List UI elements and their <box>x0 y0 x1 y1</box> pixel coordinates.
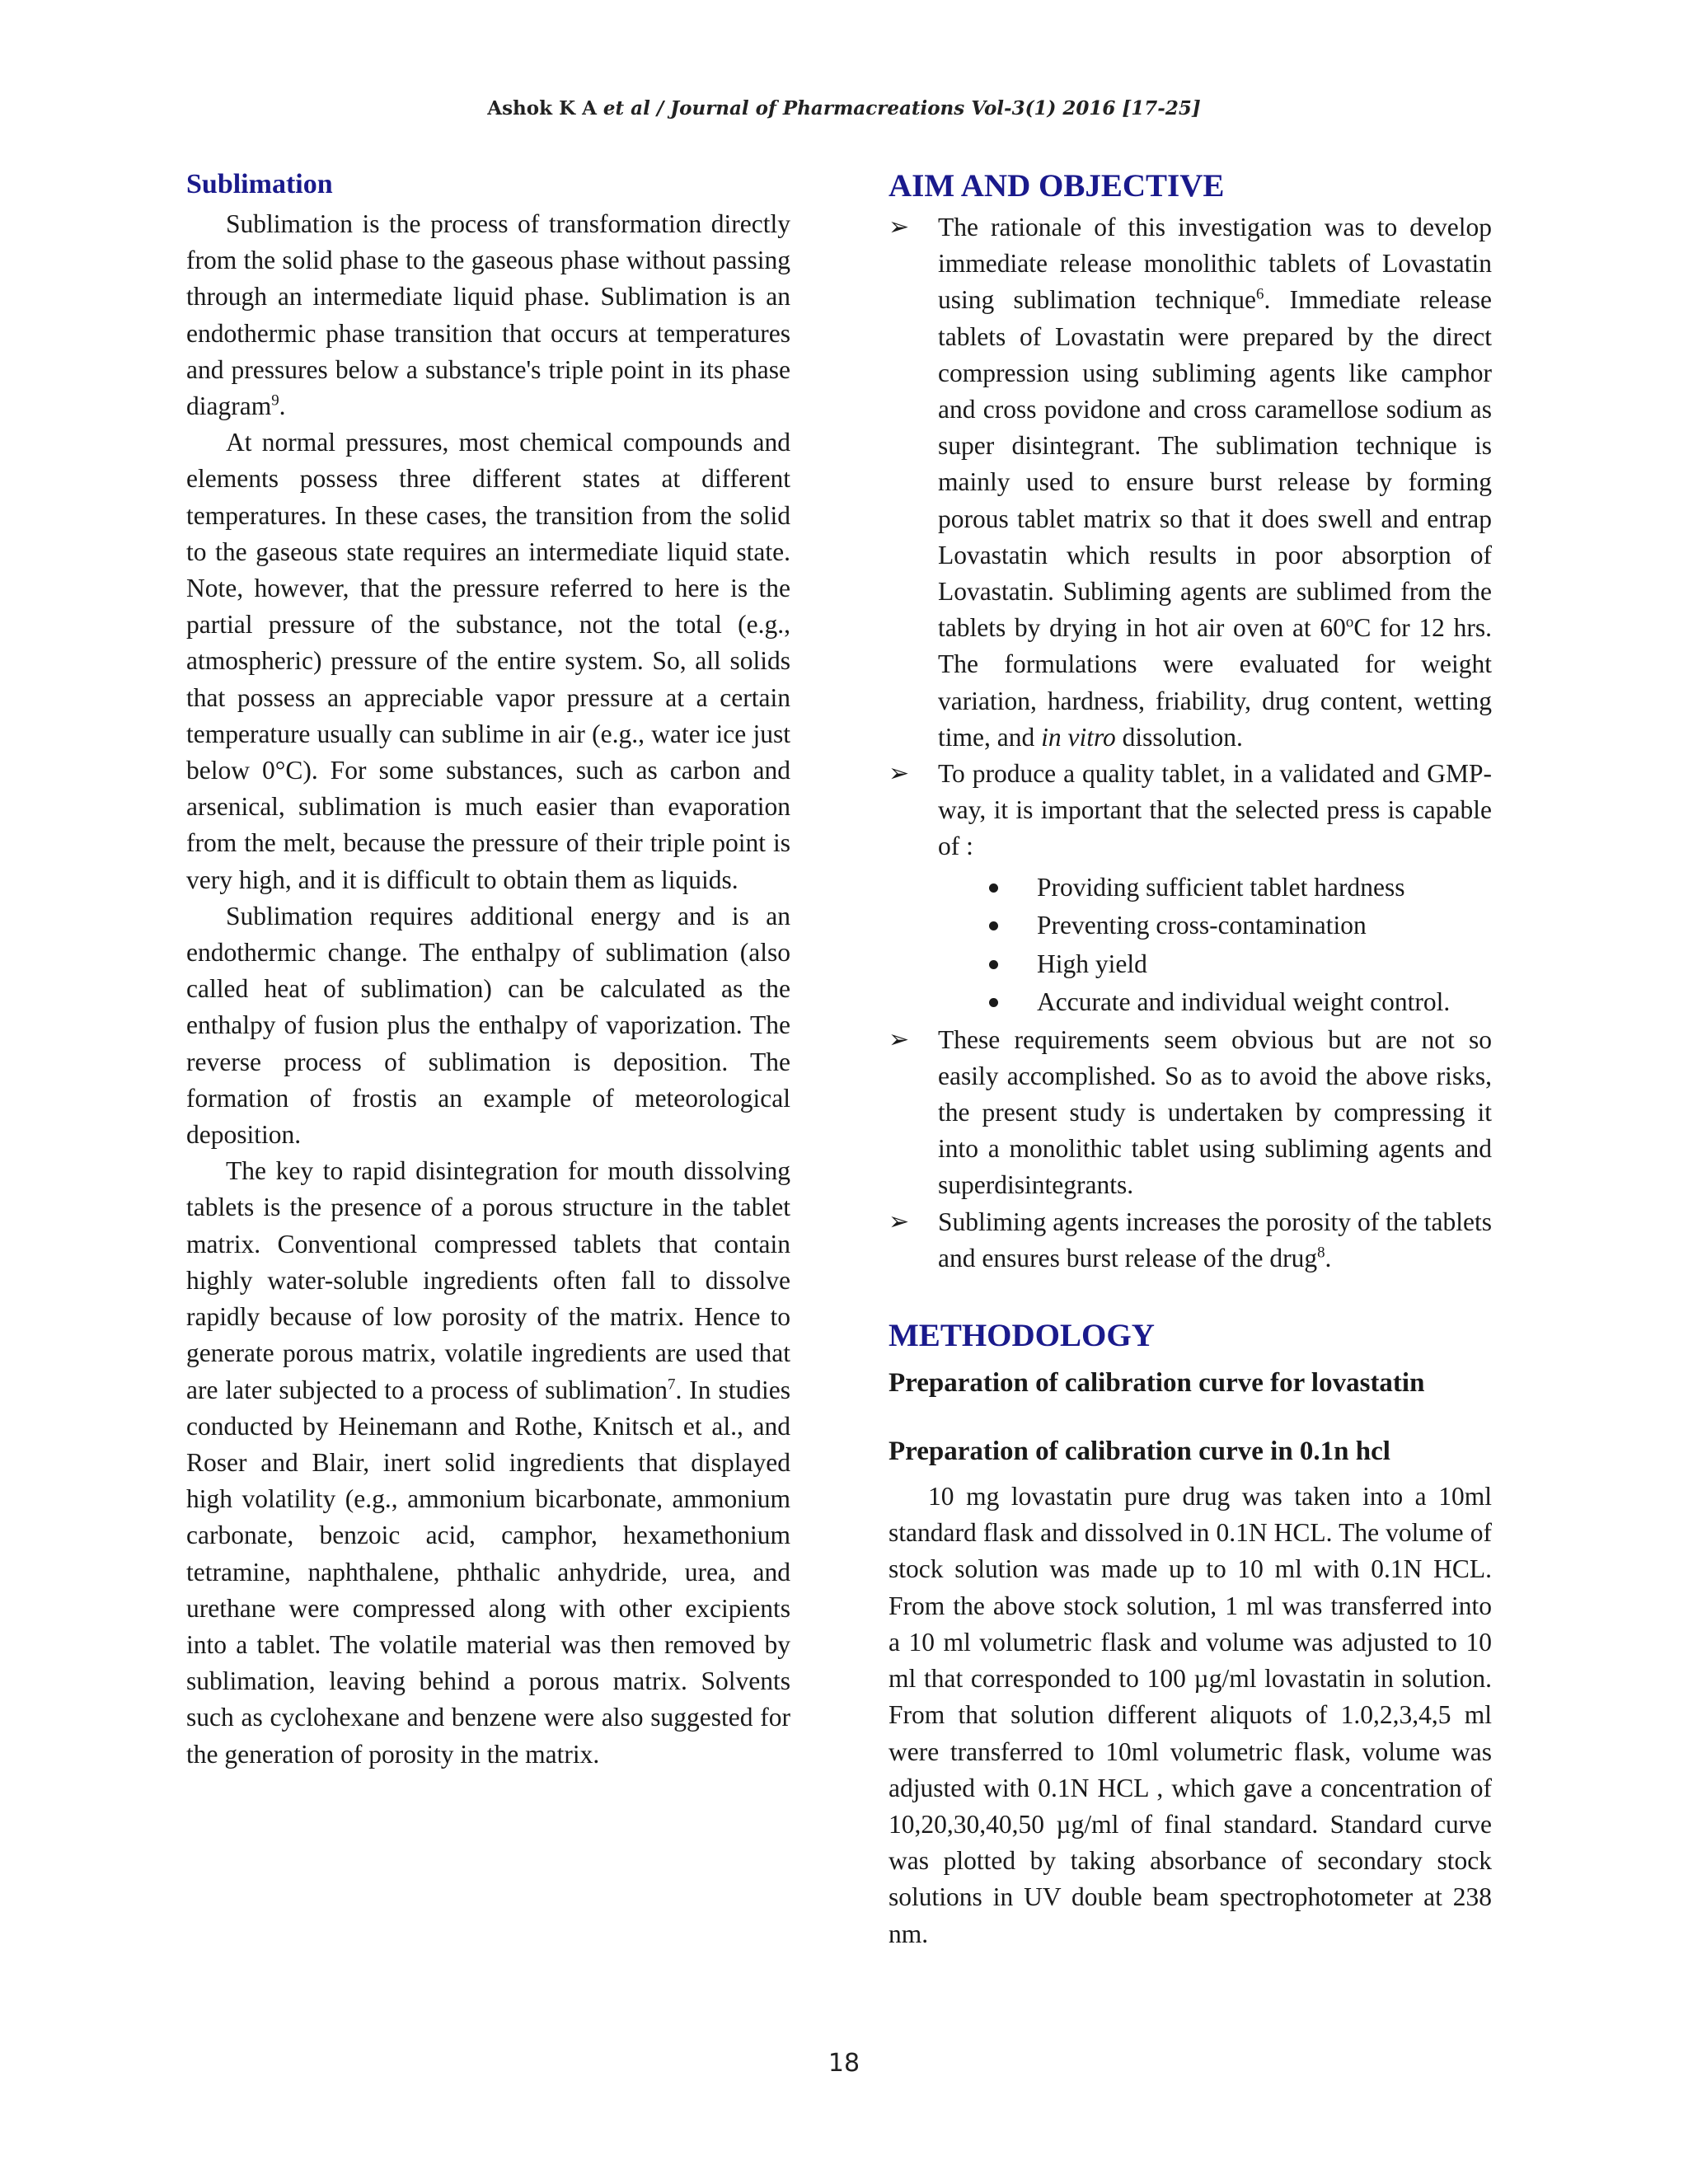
page-number: 18 <box>828 2049 860 2078</box>
calibration-curve-subheading: Preparation of calibration curve for lovastatin <box>889 1368 1425 1399</box>
arrow-bullet-icon: ➢ <box>889 759 910 789</box>
b4-text-a: Subliming agents increases the porosity of the tablets and ensures burst release of the drug <box>938 1207 1492 1272</box>
sub-list-item: Preventing cross-contamination <box>938 907 1492 945</box>
header-etal: et al <box>603 97 650 120</box>
b3-text: These requirements seem obvious but are not so easily accomplished. So as to avoid the above risks, the present study is undertaken by compressing it into a monolithic tablet using subliming agents and superdisintegrants. <box>938 1024 1492 1200</box>
right-column <box>889 163 1492 1952</box>
b1-italic: in vitro <box>1041 722 1116 752</box>
b1-text-a: The rationale of this investigation was to develop immediate release monolithic tablets of Lovastatin using sublimation technique <box>938 213 1492 315</box>
p4-text-a: The key to rapid disintegration for mouth dissolving tablets is the presence of a porous structure in the tablet matrix. Conventional compressed tablets that contain highly water-soluble ingredients often fall to dissolve rapidly because of low porosity of the matrix. Hence to generate porous matrix, volatile ingredients are used that are later subjected to a process of sublimation <box>186 1156 790 1404</box>
bullet-dot-icon <box>989 998 998 1007</box>
ref-6: 6 <box>1256 285 1264 303</box>
sublimation-heading: Sublimation <box>186 169 333 199</box>
list-item <box>889 1022 1492 1204</box>
ref-8: 8 <box>1317 1244 1325 1262</box>
paragraph-normal-pressures: At normal pressures, most chemical compounds and elements possess three different states at different temperatures. In these cases, the transition from the solid to the gaseous state requires an intermediate liquid state. Note, however, that the pressure referred to here is the partial pressure of the substance, not the total (e.g., atmospheric) pressure of the entire system. So, all solids that possess an appreciable vapor pressure at a certain temperature usually can sublime in air (e.g., water ice just below 0°C). For some substances, such as carbon and arsenical, sublimation is much easier than evaporation from the melt, because the pressure of their triple point is very high, and it is difficult to obtain them as liquids. <box>186 428 790 894</box>
degree-mark: o <box>1345 613 1354 631</box>
b1-text-d: dissolution. <box>1115 722 1243 752</box>
arrow-bullet-icon: ➢ <box>889 1024 910 1054</box>
p4-text-b: . In studies conducted by Heinemann and Rothe, Knitsch et al., and Roser and Blair, inert solid ingredients that displayed high volatility (e.g., ammonium bicarbonate, ammonium carbonate, benzoic acid, camphor, hexamethonium tetramine, naphthalene, phthalic anhydride, urea, and urethane were compressed along with other excipients into a tablet. The volatile material was then removed by sublimation, leaving behind a porous matrix. Solvents such as cyclohexane and benzene were also suggested for the generation of porosity in the matrix. <box>186 1375 790 1769</box>
paragraph-porous-structure <box>186 1153 790 1772</box>
arrow-bullet-icon: ➢ <box>889 213 910 241</box>
running-header <box>0 97 1688 120</box>
arrow-bullet-icon: ➢ <box>889 1207 910 1236</box>
header-authors: Ashok K A <box>487 97 603 120</box>
ref-7: 7 <box>668 1376 676 1393</box>
bullet-dot-icon <box>989 960 998 969</box>
aim-objective-heading: AIM AND OBJECTIVE <box>889 168 1225 204</box>
objective-list <box>889 209 1492 1277</box>
bullet-dot-icon <box>989 921 998 930</box>
bullet-dot-icon <box>989 883 998 893</box>
p1-text: Sublimation is the process of transformation directly from the solid phase to the gaseous phase without passing through an intermediate liquid phase. Sublimation is an endothermic phase transition that occurs at temperatures and pressures below a substance's triple point in its phase diagram <box>186 209 790 421</box>
b1-text-b: . Immediate release tablets of Lovastatin were prepared by the direct compression using subliming agents like camphor and cross povidone and cross caramellose sodium as super disintegrant. The sublimation technique is mainly used to ensure burst release by forming porous tablet matrix so that it does swell and entrap Lovastatin which results in poor absorption of Lovastatin. Subliming agents are sublimed from the tablets by drying in hot air oven at 60 <box>938 285 1492 643</box>
p1-end: . <box>279 391 286 421</box>
paragraph-calibration-method: 10 mg lovastatin pure drug was taken into a 10ml standard flask and dissolved in 0.1N HCL. The volume of stock solution was made up to 10 ml with 0.1N HCL. From the above stock solution, 1 ml was transferred into a 10 ml volumetric flask and volume was adjusted to 10 ml that corresponded to 100 µg/ml lovastatin in solution. From that solution different aliquots of 1.0,2,3,4,5 ml were transferred to 10ml volumetric flask, volume was adjusted with 0.1N HCL , which gave a concentration of 10,20,30,40,50 µg/ml of final standard. Standard curve was plotted by taking absorbance of secondary stock solutions in UV double beam spectrophotometer at 238 nm. <box>889 1482 1492 1948</box>
b4-text-b: . <box>1325 1243 1332 1272</box>
header-journal: / Journal of Pharmacreations Vol-3(1) 2016 [17-25] <box>649 97 1201 120</box>
paragraph-sublimation-definition <box>186 206 790 424</box>
sub-list-item: Providing sufficient tablet hardness <box>938 869 1492 907</box>
list-item <box>889 756 1492 1022</box>
b1-text-c: C for 12 hrs. The formulations were evaluated for weight variation, hardness, friability, drug content, wetting time, and <box>938 613 1492 752</box>
ref-9: 9 <box>271 391 279 410</box>
left-column <box>186 163 790 1773</box>
b2-text: To produce a quality tablet, in a validated and GMP-way, it is important that the selected press is capable of : <box>938 759 1492 861</box>
calibration-hcl-subheading: Preparation of calibration curve in 0.1n hcl <box>889 1436 1390 1467</box>
list-item <box>889 1204 1492 1277</box>
paragraph-enthalpy: Sublimation requires additional energy and is an endothermic change. The enthalpy of sublimation (also called heat of sublimation) can be calculated as the enthalpy of fusion plus the enthalpy of vaporization. The reverse process of sublimation is deposition. The formation of frostis an example of meteorological deposition. <box>186 901 790 1150</box>
press-capability-list <box>938 869 1492 1022</box>
methodology-heading: METHODOLOGY <box>889 1318 1155 1354</box>
list-item <box>889 209 1492 756</box>
sub-list-item: Accurate and individual weight control. <box>938 983 1492 1022</box>
sub-list-item: High yield <box>938 945 1492 984</box>
